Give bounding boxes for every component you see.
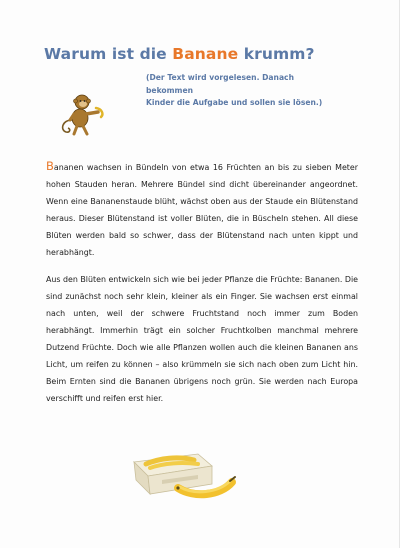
monkey-icon [58,90,108,136]
note-line-2: Kinder die Aufgabe und sollen sie lösen.) [146,98,323,107]
body-text [46,158,358,417]
title-pre: Warum ist die [44,45,173,63]
note-line-1: (Der Text wird vorgelesen. Danach bekommen [146,73,294,95]
paragraph-2: Aus den Blüten entwickeln sich wie bei jeder Pflanze die Früchte: Bananen. Die sind zunächst noch sehr klein, kleiner als ein Finger. Sie wachsen erst einmal nach unten, weil der schwere Fruchtstand noch immer zum Boden herabhängt. Immerhin trägt ein solcher Fruchtkolben manchmal mehrere Dutzend Früchte. Doch wie alle Pflanzen wollen auch die kleinen Bananen ans Licht, um reifen zu können – also krümmeln sie sich nach oben zum Licht hin. Beim Ernten sind die Bananen übrigens noch grün. Sie werden nach Europa verschifft und reifen erst hier. [46,275,358,403]
instruction-note [146,72,336,110]
banana-crate-icon [128,440,240,500]
paragraph-1-text: ananen wachsen in Bündeln von etwa 16 Früchten an bis zu sieben Meter hohen Stauden heran. Mehrere Bündel sind dicht übereinander angeordnet. Wenn eine Bananenstaude blüht, wächst oben aus der Staude ein Blütenstand heraus. Dieser Blütenstand ist voller Blüten, die in Büscheln stehen. All diese Blüten werden bald so schwer, dass der Blütenstand nach unten kippt und herabhängt. [46,163,358,257]
dropcap-letter: B [46,159,54,173]
paragraph-1 [46,158,358,261]
page-title [44,45,315,63]
title-post: krumm? [238,45,315,63]
title-highlight: Banane [172,45,239,63]
